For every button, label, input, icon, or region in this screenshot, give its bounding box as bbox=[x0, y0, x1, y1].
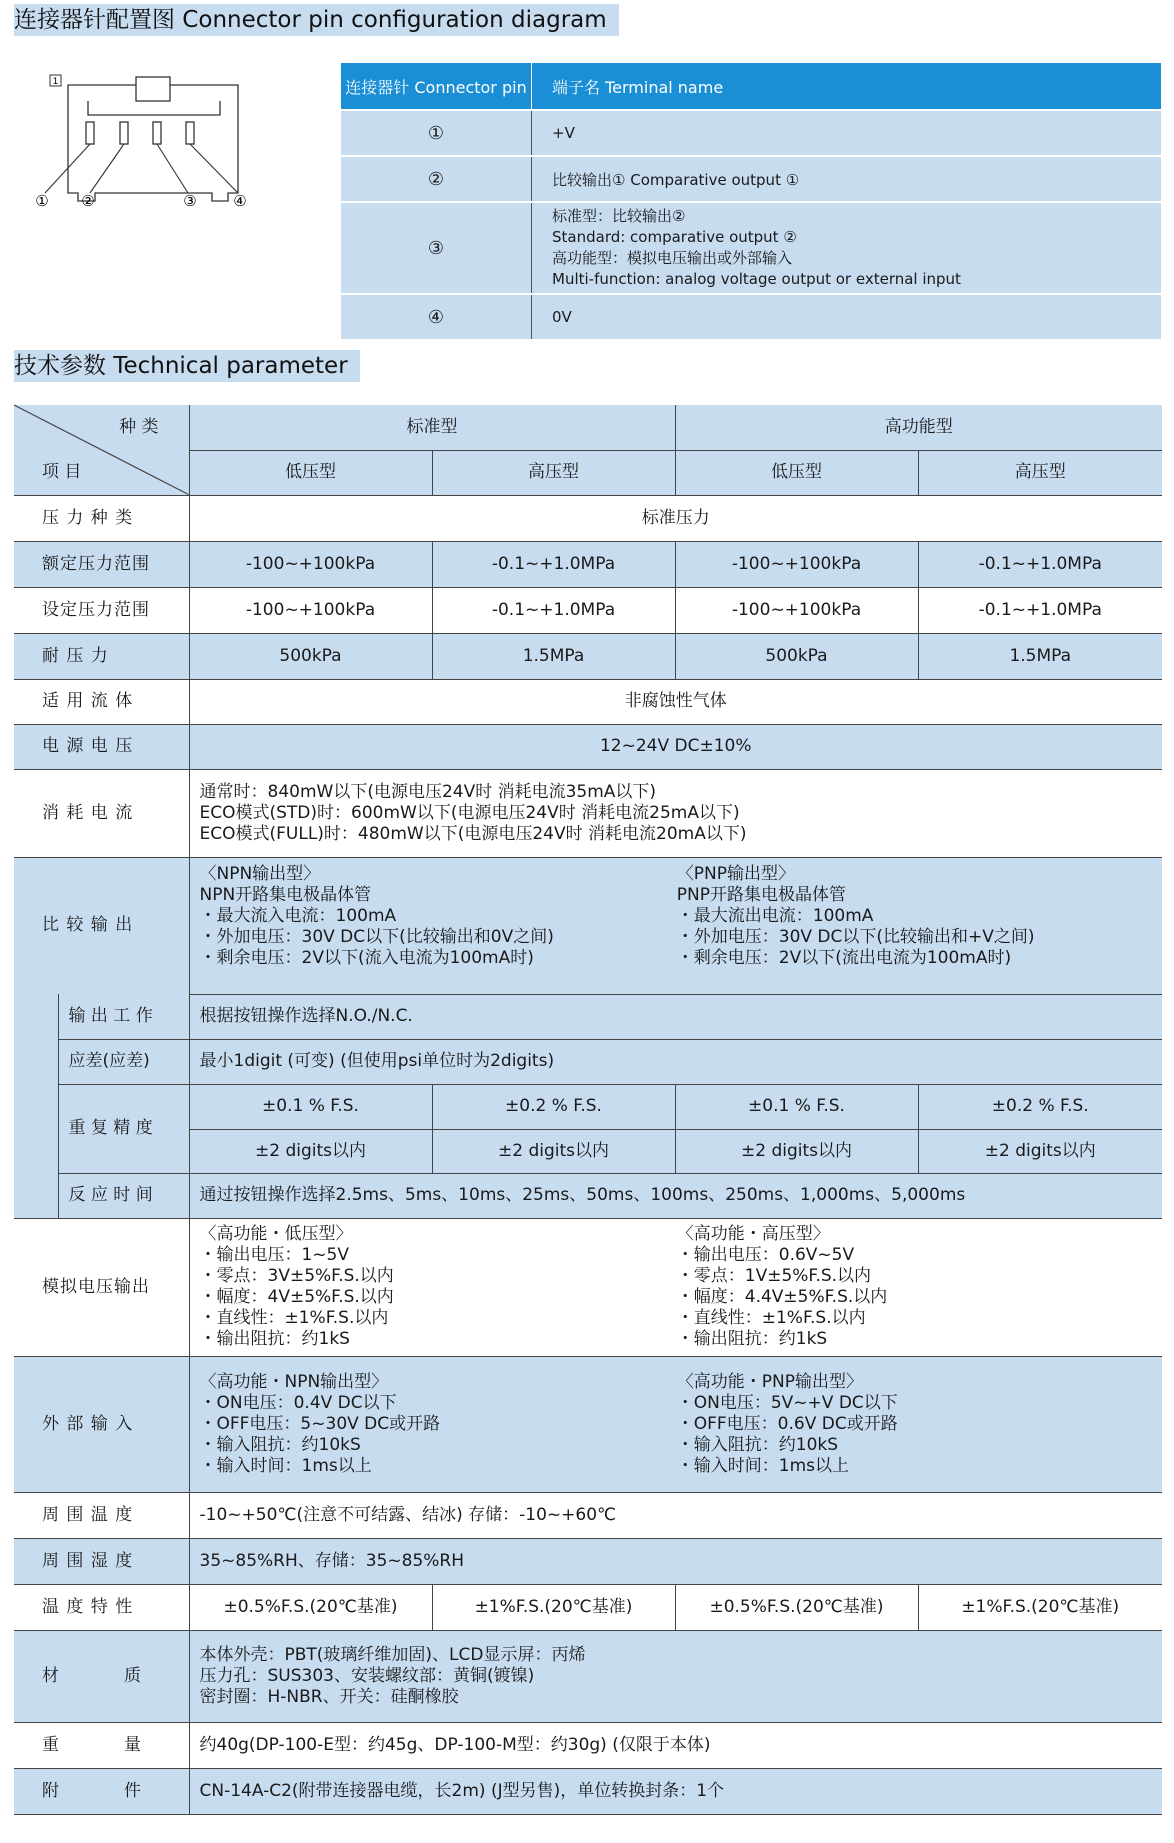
pin-4-label: ④ bbox=[233, 192, 247, 210]
standard-low-header: 低压型 bbox=[189, 450, 432, 495]
supply-voltage-value: 12~24V DC±10% bbox=[189, 724, 1162, 769]
repeatability-value: ±0.2 % F.S. bbox=[432, 1084, 675, 1129]
ambient-humidity-label: 周 围 湿 度 bbox=[14, 1538, 189, 1584]
supply-voltage-label: 电 源 电 压 bbox=[14, 724, 189, 769]
proof-pressure-value: 500kPa bbox=[675, 633, 918, 679]
compare-output-gutter bbox=[14, 1173, 58, 1218]
temp-char-value: ±0.5%F.S.(20℃基准) bbox=[675, 1584, 918, 1630]
repeatability-digits: ±2 digits以内 bbox=[918, 1129, 1162, 1173]
hysteresis-label: 应差(应差) bbox=[58, 1039, 189, 1084]
ext-input-value: 〈高功能・NPN输出型〉 ・ON电压：0.4V DC以下 ・OFF电压：5~30V DC或开路 ・输入阻抗：约10kS ・输入时间：1ms以上 〈高功能・PNP输出型〉 ・ON电压：5V~+V DC以下 ・OFF电压：0.6V DC或开路 ・输入阻抗：约10kS ・输入时间：1ms以上 bbox=[189, 1356, 1162, 1492]
accessory-value: CN-14A-C2(附带连接器电缆，长2m) (J型另售)，单位转换封条：1个 bbox=[189, 1768, 1162, 1814]
accessory-label: 附 件 bbox=[14, 1768, 189, 1814]
section-title-technical: 技术参数 Technical parameter bbox=[14, 350, 360, 382]
set-range-label: 设定压力范围 bbox=[14, 587, 189, 633]
compare-output-gutter bbox=[14, 1039, 58, 1084]
compare-output-gutter bbox=[14, 1129, 58, 1173]
ambient-temp-label: 周 围 温 度 bbox=[14, 1492, 189, 1538]
repeatability-label: 重 复 精 度 bbox=[58, 1084, 189, 1173]
current-value: 通常时：840mW以下(电源电压24V时 消耗电流35mA以下) ECO模式(STD)时：600mW以下(电源电压24V时 消耗电流25mA以下) ECO模式(FULL)时：480mW以下(电源电压24V时 消耗电流20mA以下) bbox=[189, 769, 1162, 857]
terminal-name-cell: 比较输出① Comparative output ① bbox=[532, 156, 1162, 202]
temp-char-value: ±1%F.S.(20℃基准) bbox=[432, 1584, 675, 1630]
pin-cell: ④ bbox=[341, 294, 532, 340]
temp-char-value: ±0.5%F.S.(20℃基准) bbox=[189, 1584, 432, 1630]
terminal-name-cell: 标准型：比较输出② Standard: comparative output ② 高功能型：模拟电压输出或外部输入 Multi-function: analog voltage output or external input bbox=[532, 202, 1162, 294]
proof-pressure-value: 500kPa bbox=[189, 633, 432, 679]
repeatability-digits: ±2 digits以内 bbox=[189, 1129, 432, 1173]
fluid-value: 非腐蚀性气体 bbox=[189, 679, 1162, 724]
corner-header-cell bbox=[14, 405, 189, 495]
pressure-type-value: 标准压力 bbox=[189, 495, 1162, 541]
response-value: 通过按钮操作选择2.5ms、5ms、10ms、25ms、50ms、100ms、250ms、1,000ms、5,000ms bbox=[189, 1173, 1162, 1218]
analog-value: 〈高功能・低压型〉 ・输出电压：1~5V ・零点：3V±5%F.S.以内 ・幅度：4V±5%F.S.以内 ・直线性：±1%F.S.以内 ・输出阻抗：约1kS 〈高功能・高压型〉 ・输出电压：0.6V~5V ・零点：1V±5%F.S.以内 ・幅度：4.4V±5%F.S.以内 ・直线性：±1%F.S.以内 ・输出阻抗：约1kS bbox=[189, 1218, 1162, 1356]
pin-cell: ③ bbox=[341, 202, 532, 294]
proof-pressure-value: 1.5MPa bbox=[918, 633, 1162, 679]
ambient-humidity-value: 35~85%RH、存储：35~85%RH bbox=[189, 1538, 1162, 1584]
repeatability-digits: ±2 digits以内 bbox=[432, 1129, 675, 1173]
compare-output-value: 〈NPN输出型〉 NPN开路集电极晶体管 ・最大流入电流：100mA ・外加电压：30V DC以下(比较输出和0V之间) ・剩余电压：2V以下(流入电流为100mA时) 〈PNP输出型〉 PNP开路集电极晶体管 ・最大流出电流：100mA ・外加电压：30V DC以下(比较输出和+V之间) ・剩余电压：2V以下(流出电流为100mA时) bbox=[189, 857, 1162, 994]
material-label: 材 质 bbox=[14, 1630, 189, 1722]
rated-range-label: 额定压力范围 bbox=[14, 541, 189, 587]
temp-char-value: ±1%F.S.(20℃基准) bbox=[918, 1584, 1162, 1630]
proof-pressure-value: 1.5MPa bbox=[432, 633, 675, 679]
compare-output-gutter bbox=[14, 1084, 58, 1129]
hysteresis-value: 最小1digit (可变) (但使用psi单位时为2digits) bbox=[189, 1039, 1162, 1084]
pin-table-header-name: 端子名 Terminal name bbox=[532, 63, 1162, 110]
standard-high-header: 高压型 bbox=[432, 450, 675, 495]
ext-input-label: 外 部 输 入 bbox=[14, 1356, 189, 1492]
analog-label: 模拟电压输出 bbox=[14, 1218, 189, 1356]
rated-range-value: -100~+100kPa bbox=[189, 541, 432, 587]
compare-output-label: 比 较 输 出 bbox=[14, 857, 189, 994]
weight-value: 约40g(DP-100-E型：约45g、DP-100-M型：约30g) (仅限于本体) bbox=[189, 1722, 1162, 1768]
terminal-name-cell: +V bbox=[532, 110, 1162, 156]
repeatability-value: ±0.1 % F.S. bbox=[189, 1084, 432, 1129]
technical-parameter-table bbox=[14, 405, 1162, 1815]
group-standard-header: 标准型 bbox=[189, 405, 675, 450]
pressure-type-label: 压 力 种 类 bbox=[14, 495, 189, 541]
connector-pin-diagram bbox=[35, 75, 300, 245]
rated-range-value: -0.1~+1.0MPa bbox=[918, 541, 1162, 587]
multi-high-header: 高压型 bbox=[918, 450, 1162, 495]
pin-2-label: ② bbox=[81, 192, 95, 210]
pin-3-label: ③ bbox=[183, 192, 197, 210]
repeatability-value: ±0.2 % F.S. bbox=[918, 1084, 1162, 1129]
set-range-value: -100~+100kPa bbox=[189, 587, 432, 633]
proof-pressure-label: 耐 压 力 bbox=[14, 633, 189, 679]
pin-table-header-pin: 连接器针 Connector pin bbox=[341, 63, 532, 110]
weight-label: 重 量 bbox=[14, 1722, 189, 1768]
rated-range-value: -100~+100kPa bbox=[675, 541, 918, 587]
output-op-label: 输 出 工 作 bbox=[58, 994, 189, 1039]
corner-top-label: 种 类 bbox=[119, 417, 159, 437]
connector-pin-table bbox=[341, 63, 1161, 341]
ambient-temp-value: -10~+50℃(注意不可结露、结冰) 存储：-10~+60℃ bbox=[189, 1492, 1162, 1538]
repeatability-value: ±0.1 % F.S. bbox=[675, 1084, 918, 1129]
material-value: 本体外壳：PBT(玻璃纤维加固)、LCD显示屏：丙烯 压力孔：SUS303、安装螺纹部：黄铜(镀镍) 密封圈：H-NBR、开关：硅酮橡胶 bbox=[189, 1630, 1162, 1722]
pin-cell: ① bbox=[341, 110, 532, 156]
diagram-box-label: 1 bbox=[52, 77, 59, 87]
set-range-value: -0.1~+1.0MPa bbox=[918, 587, 1162, 633]
pin-1-label: ① bbox=[35, 192, 49, 210]
section-title-connector: 连接器针配置图 Connector pin configuration diagram bbox=[14, 4, 619, 36]
set-range-value: -100~+100kPa bbox=[675, 587, 918, 633]
set-range-value: -0.1~+1.0MPa bbox=[432, 587, 675, 633]
compare-output-gutter bbox=[14, 994, 58, 1039]
multi-low-header: 低压型 bbox=[675, 450, 918, 495]
output-op-value: 根据按钮操作选择N.O./N.C. bbox=[189, 994, 1162, 1039]
corner-bottom-label: 项 目 bbox=[42, 461, 82, 482]
fluid-label: 适 用 流 体 bbox=[14, 679, 189, 724]
terminal-name-cell: 0V bbox=[532, 294, 1162, 340]
pin-cell: ② bbox=[341, 156, 532, 202]
current-label: 消 耗 电 流 bbox=[14, 769, 189, 857]
rated-range-value: -0.1~+1.0MPa bbox=[432, 541, 675, 587]
response-label: 反 应 时 间 bbox=[58, 1173, 189, 1218]
group-multi-header: 高功能型 bbox=[675, 405, 1162, 450]
repeatability-digits: ±2 digits以内 bbox=[675, 1129, 918, 1173]
temp-char-label: 温 度 特 性 bbox=[14, 1584, 189, 1630]
